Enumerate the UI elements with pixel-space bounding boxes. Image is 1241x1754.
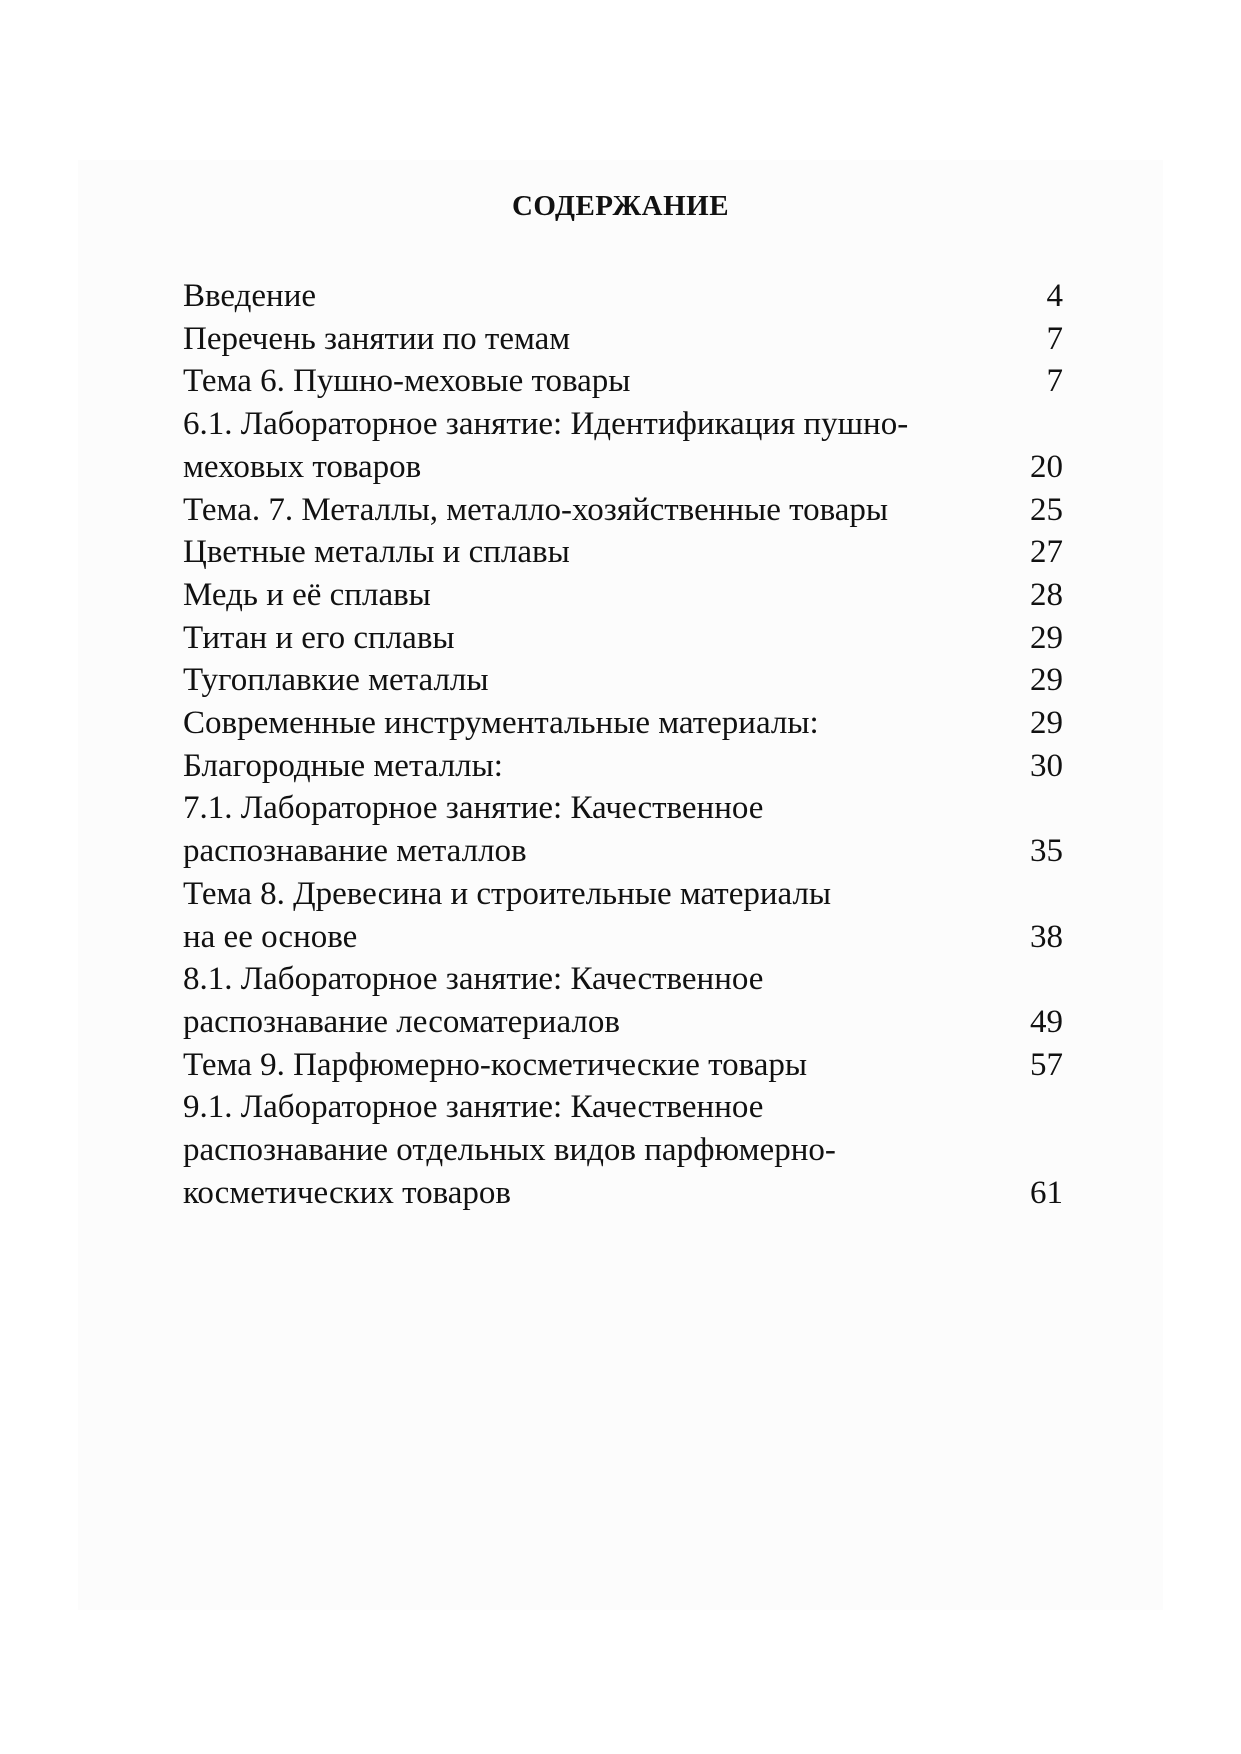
toc-entry	[183, 1086, 1063, 1214]
toc-entry	[183, 360, 1063, 403]
toc-entry-text: Тема 8. Древесина и строительные материалы	[183, 875, 832, 912]
toc-page-number: 4	[1046, 278, 1063, 314]
toc-entry-text: 7.1. Лабораторное занятие: Качественное	[183, 790, 764, 827]
toc-entry-text: распознавание лесоматериалов	[183, 1003, 620, 1040]
toc-page-number: 7	[1046, 320, 1063, 357]
toc-entry-text: Титан и его сплавы	[183, 619, 455, 656]
toc-entry-text: Цветные металлы и сплавы	[183, 534, 570, 571]
toc-entry-text: 9.1. Лабораторное занятие: Качественное	[183, 1089, 764, 1126]
toc-page-number: 29	[1030, 662, 1063, 699]
toc-entry-text: косметических товаров	[183, 1174, 511, 1211]
page-title: СОДЕРЖАНИЕ	[511, 190, 730, 222]
toc-entry	[183, 574, 1063, 617]
toc-entry-text: Медь и её сплавы	[183, 576, 431, 613]
toc-page-number: 57	[1030, 1046, 1063, 1083]
toc-entry-text: распознавание отдельных видов парфюмерно-	[183, 1132, 836, 1169]
toc-entry	[183, 617, 1063, 660]
toc-page-number: 25	[1030, 491, 1063, 528]
toc-entry	[183, 659, 1063, 702]
toc-entry	[183, 958, 1063, 1043]
toc-entry	[183, 702, 1063, 745]
toc-entry-text: Тугоплавкие металлы	[183, 662, 489, 699]
toc-entry-text: Перечень занятии по темам	[183, 320, 571, 357]
toc-entry	[183, 1044, 1063, 1087]
toc-page-number: 29	[1030, 619, 1063, 656]
toc-entry-text: Тема 6. Пушно-меховые товары	[183, 363, 631, 400]
toc-entry	[183, 275, 1063, 318]
toc-entry-text: Тема 9. Парфюмерно-косметические товары	[183, 1046, 808, 1083]
toc-entry	[183, 489, 1063, 532]
table-of-contents	[183, 275, 1063, 1214]
toc-page-number: 29	[1030, 705, 1063, 742]
toc-page-number: 20	[1030, 448, 1063, 485]
toc-entry	[183, 531, 1063, 574]
toc-entry-text: 8.1. Лабораторное занятие: Качественное	[183, 961, 764, 998]
toc-page-number: 49	[1030, 1003, 1063, 1040]
toc-page-number: 61	[1030, 1174, 1063, 1211]
toc-page-number: 35	[1030, 833, 1063, 870]
toc-entry-text: Современные инструментальные материалы:	[183, 705, 819, 742]
toc-entry-text: на ее основе	[183, 918, 358, 955]
toc-entry	[183, 787, 1063, 872]
toc-entry	[183, 403, 1063, 488]
toc-entry-text: распознавание металлов	[183, 833, 527, 870]
toc-page-number: 30	[1030, 747, 1063, 784]
toc-entry-text: Введение	[183, 278, 317, 314]
toc-page-number: 38	[1030, 918, 1063, 955]
toc-page-number: 27	[1030, 534, 1063, 571]
toc-entry-text: Тема. 7. Металлы, металло-хозяйственные товары	[183, 491, 889, 528]
toc-entry-text: меховых товаров	[183, 448, 422, 485]
toc-page-number: 28	[1030, 576, 1063, 613]
toc-entry-text: 6.1. Лабораторное занятие: Идентификация пушно-	[183, 406, 909, 443]
toc-entry	[183, 318, 1063, 361]
toc-entry	[183, 873, 1063, 958]
toc-page-number: 7	[1046, 363, 1063, 400]
toc-entry	[183, 745, 1063, 788]
toc-entry-text: Благородные металлы:	[183, 747, 503, 784]
